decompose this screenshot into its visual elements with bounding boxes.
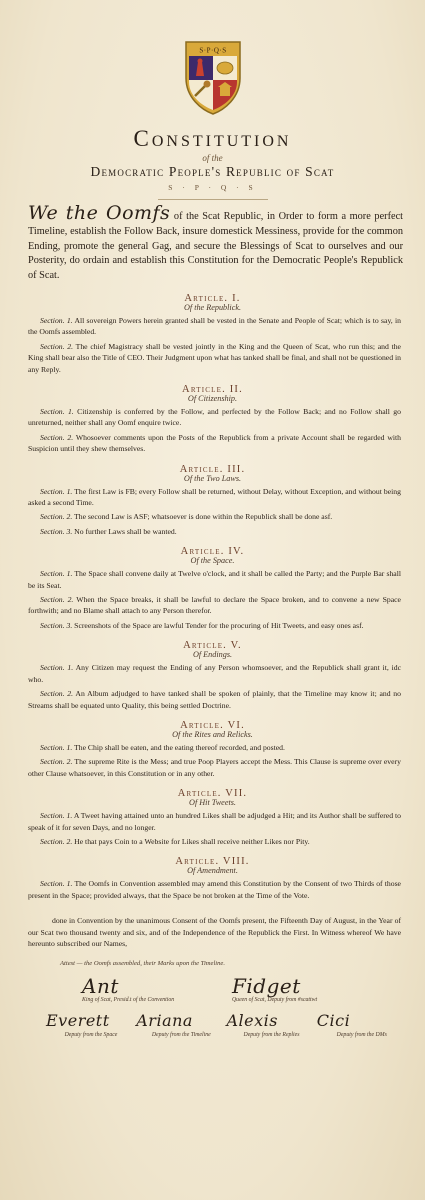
- article-section: [28, 688, 401, 711]
- article-subtitle: Of Hit Tweets.: [189, 798, 236, 808]
- section-text: The first Law is FB; every Follow shall be returned, without Delay, without Exception, and without being asked a second Time.: [28, 486, 401, 508]
- article-section: [28, 432, 401, 455]
- article-title: Article. VIII.: [175, 856, 250, 868]
- section-label: Section. 2.: [40, 512, 73, 522]
- article-title: Article. VII.: [177, 788, 248, 800]
- section-text: He that pays Coin to a Website for Likes shall receive neither Likes nor Pity.: [74, 836, 310, 846]
- section-label: Section. 2.: [40, 432, 74, 442]
- section-text: When the Space breaks, it shall be lawful to declare the Space broken, and to convene a new Space forthwith; and no Blame shall attach to any Person therefor.: [28, 595, 401, 616]
- article-section: [28, 810, 401, 833]
- signature-role: Deputy from the Replies: [243, 1031, 300, 1038]
- section-label: Section. 2.: [40, 341, 74, 351]
- section-text: Whosoever comments upon the Posts of the Republick from a private Account shall be regarded with Suspicion until they shew themselves.: [28, 432, 401, 454]
- signature-role: Deputy from the DMs: [336, 1031, 387, 1038]
- section-label: Section. 1.: [40, 742, 73, 752]
- section-label: Section. 1.: [40, 315, 73, 325]
- signature-role: Queen of Scat, Deputy from #scattwt: [232, 996, 318, 1003]
- article-title: Article. IV.: [180, 546, 245, 558]
- section-text: Citizenship is conferred by the Follow, and perfected by the Follow Back; and no Follow shall go unreturned, neither shall any Oomf enquire twice.: [28, 407, 401, 428]
- document-title: Constitution: [133, 126, 292, 151]
- article-title: Article. VI.: [180, 719, 245, 731]
- section-label: Section. 1.: [40, 407, 74, 417]
- article: [18, 640, 407, 711]
- section-label: Section. 2.: [40, 757, 73, 767]
- section-label: Section. 1.: [40, 663, 74, 673]
- signature-cici: [317, 1010, 407, 1039]
- article-title: Article. V.: [183, 640, 242, 652]
- article-section: [28, 620, 401, 631]
- signature-name: Everett: [46, 1010, 110, 1030]
- article-section: [28, 594, 401, 617]
- signature-alexis: [227, 1010, 317, 1039]
- article-subtitle: Of the Republick.: [183, 302, 242, 312]
- article-title: Article. II.: [182, 384, 243, 396]
- section-text: The Oomfs in Convention assembled may amend this Constitution by the Consent of two Thirds of those present in the Space; provided always, that the Space be not broken at the Time of the Vote.: [28, 879, 401, 900]
- divider: [158, 199, 268, 200]
- section-label: Section. 1.: [40, 811, 73, 821]
- crest-motto: S·P·Q·S: [198, 46, 227, 55]
- article-section: [28, 878, 401, 901]
- article-section: [28, 662, 401, 685]
- section-label: Section. 2.: [40, 689, 74, 699]
- section-text: The second Law is ASF; whatsoever is done within the Republick shall be done asf.: [74, 512, 333, 522]
- article-section: [28, 756, 401, 779]
- article-section: [28, 486, 401, 509]
- section-text: No further Laws shall be wanted.: [74, 526, 177, 536]
- scat-crest-icon: [184, 40, 242, 116]
- article-section: [28, 836, 401, 847]
- article-section: [28, 526, 401, 537]
- article-section: [28, 568, 401, 591]
- signature-name: Fidget: [232, 973, 301, 998]
- section-label: Section. 1.: [40, 486, 73, 496]
- section-text: The chief Magistracy shall be vested jointly in the King and the Queen of Scat, who run this; and the King shall bear also the Title of CEO. Their Judgment upon what has tanked shall be final, and shall not be questioned in any Reply.: [28, 341, 401, 374]
- article: [18, 464, 407, 538]
- signature-name: Ariana: [136, 1010, 193, 1030]
- preamble-lead: We the Oomfs: [28, 202, 171, 224]
- article-section: [28, 511, 401, 522]
- preamble: [28, 202, 403, 284]
- signature-name: Cici: [316, 1010, 351, 1030]
- section-text: The supreme Rite is the Mess; and true Poop Players accept the Mess. This Clause is supreme over every other Clause whatsoever, in this Constitution or in any other.: [28, 757, 401, 778]
- attest-line: Attest — the Oomfs assembled, their Marks upon the Timeline.: [60, 959, 226, 967]
- signature-ariana: [136, 1010, 226, 1039]
- section-text: Screenshots of the Space are lawful Tender for the procuring of Hit Tweets, and easy ones asf.: [74, 620, 364, 630]
- section-text: The Space shall convene daily at Twelve o'clock, and it shall be called the Party; and the Purple Bar shall be its Seat.: [28, 569, 401, 590]
- article: [18, 293, 407, 375]
- signature-everett: [46, 1010, 136, 1039]
- signature-fidget: [232, 975, 382, 1004]
- article: [18, 788, 407, 847]
- article: [18, 720, 407, 779]
- section-label: Section. 3.: [40, 620, 73, 630]
- article: [18, 546, 407, 631]
- article-section: [28, 315, 401, 338]
- article-section: [28, 341, 401, 375]
- section-text: An Album adjudged to have tanked shall be spoken of plainly, that the Timeline may know it; and no Streams shall be equated unto Quality, this being settled Doctrine.: [28, 689, 401, 710]
- article-section: [28, 742, 401, 753]
- signature-row-deputies: [18, 1010, 407, 1039]
- section-text: The Chip shall be eaten, and the eating thereof recorded, and posted.: [74, 742, 285, 752]
- section-label: Section. 2.: [40, 836, 73, 846]
- article-subtitle: Of Amendment.: [187, 866, 238, 876]
- article-section: [28, 406, 401, 429]
- section-label: Section. 1.: [40, 879, 73, 889]
- article: [18, 384, 407, 455]
- section-label: Section. 1.: [40, 569, 73, 579]
- section-text: Any Citizen may request the Ending of any Person whomsoever, and the Republick shall grant it, idc who.: [28, 663, 401, 684]
- signature-name: Alexis: [226, 1010, 278, 1030]
- signature-ant: [82, 975, 232, 1004]
- motto-text: S · P · Q · S: [168, 183, 257, 192]
- signature-row-principal: [18, 975, 407, 1004]
- section-text: A Tweet having attained unto an hundred Likes shall be adjudged a Hit; and its Author shall be suffered to speak of it for seven Days, and no longer.: [28, 811, 401, 832]
- signature-name: Ant: [82, 973, 119, 998]
- document-subtitle: Democratic People's Republic of Scat: [90, 164, 335, 179]
- section-label: Section. 3.: [40, 526, 73, 536]
- articles-container: [18, 293, 407, 901]
- article-subtitle: Of the Space.: [190, 556, 235, 566]
- preamble-text: of the Scat Republic, in Order to form a more perfect Timeline, establish the Follow Back, insure domestick Messiness, provide for the common Ending, promote the general Gag, and secure the Blessings of Scat to ourselves and our Posterity, do ordain and establish this Constitution for the Democratic People's Republick of Scat.: [28, 211, 403, 282]
- article-subtitle: Of Citizenship.: [187, 394, 238, 404]
- section-text: All sovereign Powers herein granted shall be vested in the Senate and People of Scat; which is to say, in the Oomfs assembled.: [28, 315, 401, 337]
- signature-role: Deputy from the Timeline: [151, 1031, 211, 1038]
- title-connector: of the: [202, 153, 223, 163]
- article-subtitle: Of Endings.: [192, 650, 233, 660]
- closing-paragraph: done in Convention by the unanimous Consent of the Oomfs present, the Fifteenth Day of August, in the Year of our Scat two thousand twenty and six, and of the Independence of the Republick the First. In Witness whereof We have hereunto subscribed our Names,: [28, 916, 401, 949]
- signature-role: King of Scat, Presid.t of the Convention: [82, 996, 175, 1003]
- article-subtitle: Of the Two Laws.: [183, 473, 242, 483]
- article-title: Article. I.: [184, 292, 241, 304]
- article-subtitle: Of the Rites and Relicks.: [172, 729, 253, 739]
- article-title: Article. III.: [179, 463, 246, 475]
- section-label: Section. 2.: [40, 595, 74, 605]
- article: [18, 856, 407, 901]
- signature-role: Deputy from the Space: [64, 1031, 118, 1038]
